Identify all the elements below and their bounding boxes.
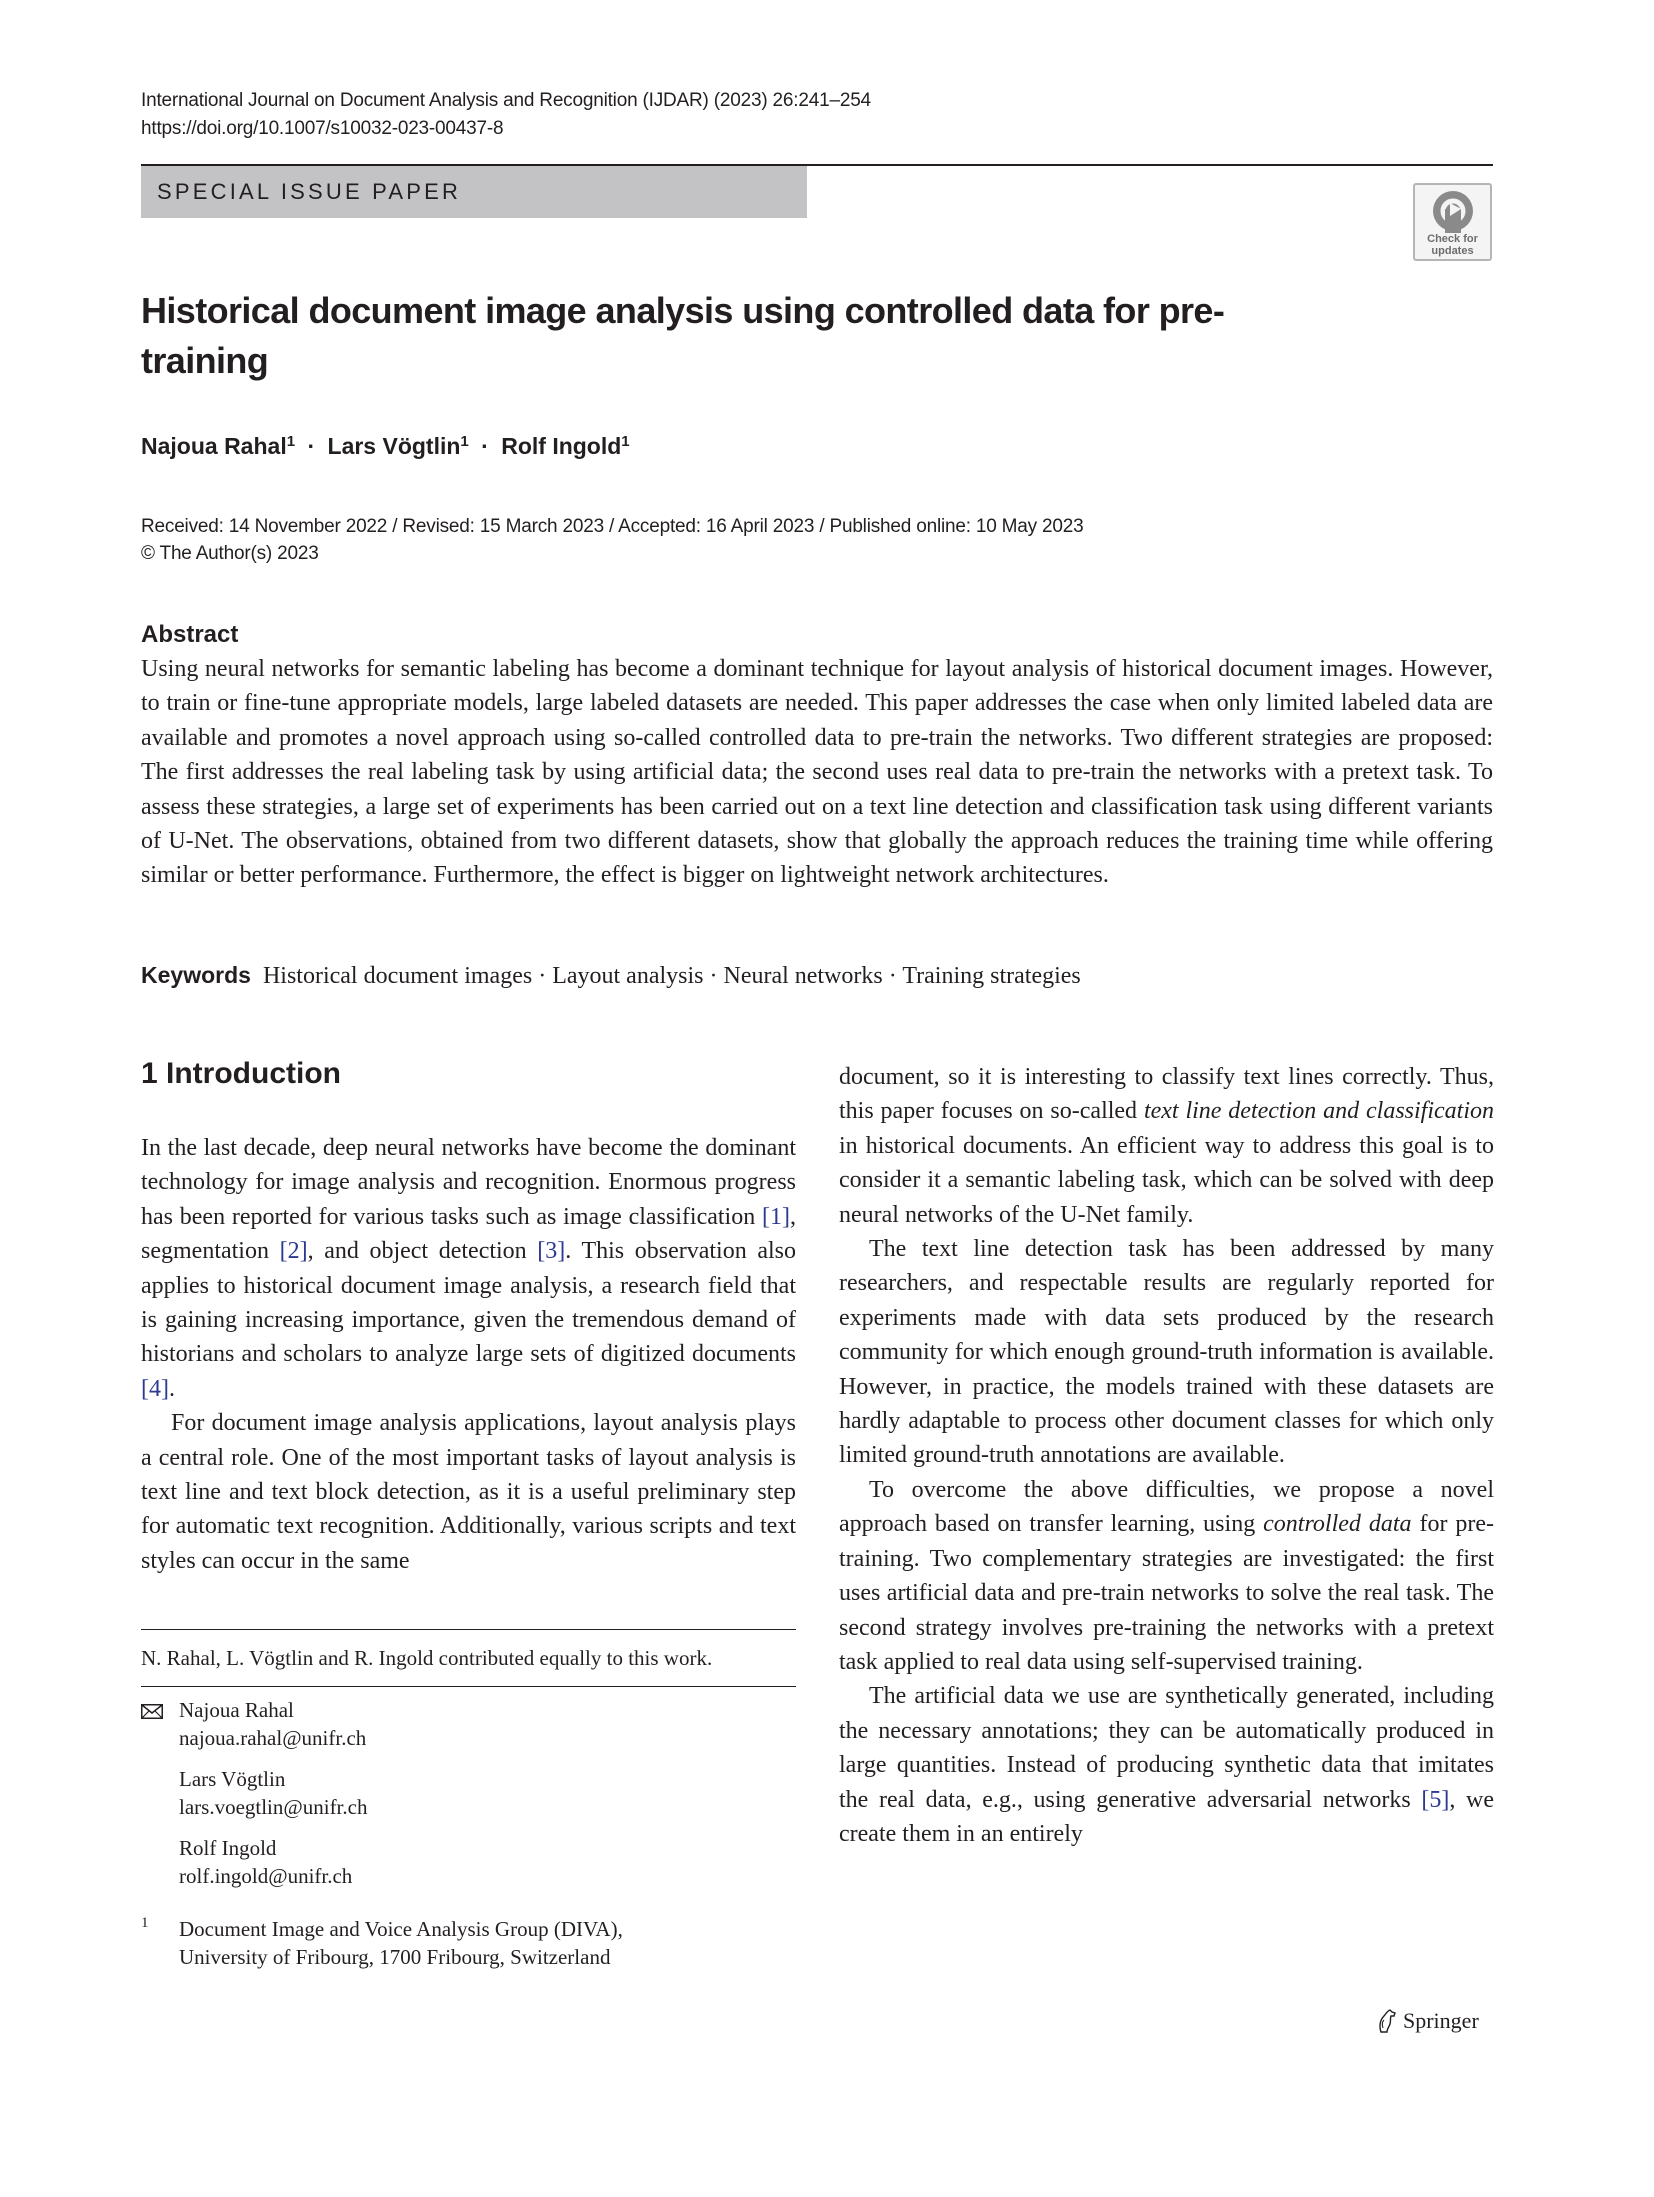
- affiliation-marker: 1: [621, 433, 630, 450]
- author-name[interactable]: Rolf Ingold: [501, 433, 622, 459]
- author-list: [141, 430, 630, 462]
- affiliation-marker: 1: [460, 433, 469, 450]
- contact-email[interactable]: najoua.rahal@unifr.ch: [179, 1725, 367, 1750]
- springer-horse-icon: [1375, 2008, 1399, 2034]
- paragraph: For document image analysis applications, layout analysis plays a central role. One of the most important tasks of layout analysis is text line and text block detection, as it is a useful preliminary step for automatic text recognition. Additionally, various scripts and text styles can occur in the same: [141, 1410, 796, 1574]
- contact-entry: [141, 1835, 796, 1890]
- citation-link[interactable]: [3]: [537, 1238, 566, 1265]
- equal-contribution-note: N. Rahal, L. Vögtlin and R. Ingold contributed equally to this work.: [141, 1646, 713, 1670]
- check-updates-icon: [1431, 189, 1475, 233]
- copyright-notice: © The Author(s) 2023: [141, 543, 319, 564]
- footnote-divider: [141, 1686, 796, 1687]
- paragraph: The text line detection task has been addressed by many researchers, and respectable results are regularly reported for experiments made with data sets produced by the research community for which enough ground-truth information is available. However, in practice, the models trained with these datasets are hardly adaptable to process other document classes for which only limited ground-truth annotations are available.: [839, 1236, 1494, 1469]
- check-updates-label-1: Check for: [1427, 233, 1478, 245]
- corresponding-authors: [141, 1697, 796, 1890]
- paragraph-text: in historical documents. An efficient way to address this goal is to consider it a semantic labeling task, which can be solved with deep neural networks of the U-Net family.: [839, 1132, 1494, 1228]
- keywords-text: Historical document images · Layout analysis · Neural networks · Training strategies: [262, 963, 1081, 989]
- author-name[interactable]: Lars Vögtlin: [327, 433, 461, 459]
- paragraph: [839, 1060, 1494, 1232]
- envelope-icon: [141, 1704, 163, 1719]
- emphasis-text: controlled data: [1263, 1511, 1412, 1538]
- footnote-divider: [141, 1629, 796, 1630]
- citation-link[interactable]: [5]: [1421, 1786, 1450, 1813]
- paragraph-text: for pre-training. Two complementary strategies are investigated: the first uses artificial data and pre-train networks to solve the real task. The second strategy involves pre-training the networks with a pretext task applied to real data using self-supervised training.: [839, 1511, 1495, 1675]
- paragraph-text: To overcome the above difficulties, we propose a novel approach based on transfer learning, using: [839, 1476, 1494, 1538]
- contact-email[interactable]: lars.voegtlin@unifr.ch: [179, 1794, 368, 1819]
- doi-link[interactable]: https://doi.org/10.1007/s10032-023-00437-8: [141, 118, 504, 139]
- abstract-heading: Abstract: [141, 621, 239, 648]
- emphasis-text: text line detection and classification: [1143, 1098, 1494, 1125]
- citation-link[interactable]: [1]: [762, 1203, 790, 1230]
- affiliation-line: University of Fribourg, 1700 Fribourg, Switzerland: [179, 1944, 611, 1969]
- paragraph-text: . This observation also applies to historical document image analysis, a research field that is gaining increasing importance, given the tremendous demand of historians and scholars to analyze large sets of digitized documents: [141, 1238, 796, 1368]
- paragraph-text: The artificial data we use are synthetically generated, including the necessary annotations; they can be automatically produced in large quantities. Instead of producing synthetic data that imitates the real data, e.g., using generative adversarial networks: [839, 1683, 1494, 1813]
- contact-name: Rolf Ingold: [179, 1836, 277, 1860]
- paragraph: [141, 1131, 796, 1406]
- affiliation-marker: 1: [286, 433, 296, 450]
- author-name[interactable]: Najoua Rahal: [141, 433, 287, 459]
- publication-dates: Received: 14 November 2022 / Revised: 15 March 2023 / Accepted: 16 April 2023 / Published online: 10 May 2023: [141, 516, 1084, 537]
- paragraph-text: , segmentation: [141, 1203, 796, 1265]
- left-column: [141, 1131, 796, 1578]
- publisher-logo[interactable]: [1375, 2006, 1479, 2036]
- keywords: [141, 958, 1493, 993]
- contact-entry: [141, 1697, 796, 1752]
- citation-link[interactable]: [4]: [141, 1375, 169, 1402]
- paper-title: Historical document image analysis using controlled data for pre-training: [141, 290, 1225, 381]
- contact-entry: [141, 1766, 796, 1821]
- paragraph-text: .: [168, 1375, 175, 1402]
- check-for-updates-badge[interactable]: [1413, 183, 1492, 261]
- journal-citation: International Journal on Document Analysis and Recognition (IJDAR) (2023) 26:241–254: [141, 90, 871, 111]
- affiliation-line: Document Image and Voice Analysis Group (DIVA),: [179, 1917, 623, 1941]
- paragraph: [839, 1679, 1494, 1851]
- check-updates-label-2: updates: [1431, 245, 1474, 257]
- contact-email[interactable]: rolf.ingold@unifr.ch: [179, 1863, 353, 1888]
- affiliation-number: 1: [141, 1915, 149, 1931]
- paragraph-text: document, so it is interesting to classify text lines correctly. Thus, this paper focuses on so-called: [839, 1064, 1494, 1125]
- paragraph: [839, 1473, 1494, 1679]
- author-separator: ·: [307, 433, 316, 459]
- contact-name: Lars Vögtlin: [179, 1767, 286, 1791]
- paragraph-text: , and object detection: [307, 1238, 538, 1265]
- right-column: [839, 1060, 1494, 1851]
- author-separator: ·: [481, 433, 489, 459]
- paragraph-text: , we create them in an entirely: [839, 1786, 1495, 1847]
- contact-name: Najoua Rahal: [179, 1698, 294, 1722]
- issue-type-banner: SPECIAL ISSUE PAPER: [141, 166, 807, 218]
- keywords-label: Keywords: [141, 962, 251, 988]
- affiliation: [141, 1916, 796, 1971]
- citation-link[interactable]: [2]: [279, 1238, 308, 1265]
- paragraph-text: In the last decade, deep neural networks have become the dominant technology for image analysis and recognition. Enormous progress has been reported for various tasks such as image classification: [141, 1135, 796, 1230]
- section-heading: 1 Introduction: [141, 1057, 341, 1090]
- abstract-text: Using neural networks for semantic labeling has become a dominant technique for layout analysis of historical document images. However, to train or fine-tune appropriate models, large labeled datasets are needed. This paper addresses the case when only limited labeled data are available and promotes a novel approach using so-called controlled data to pre-train the networks. Two different strategies are proposed: The first addresses the real labeling task by using artificial data; the second uses real data to pre-train the networks with a pretext task. To assess these strategies, a large set of experiments has been carried out on a text line detection and classification task using different variants of U-Net. The observations, obtained from two different datasets, show that globally the approach reduces the training time while offering similar or better performance. Furthermore, the effect is bigger on lightweight network architectures.: [141, 656, 1493, 889]
- publisher-name: Springer: [1403, 2008, 1479, 2033]
